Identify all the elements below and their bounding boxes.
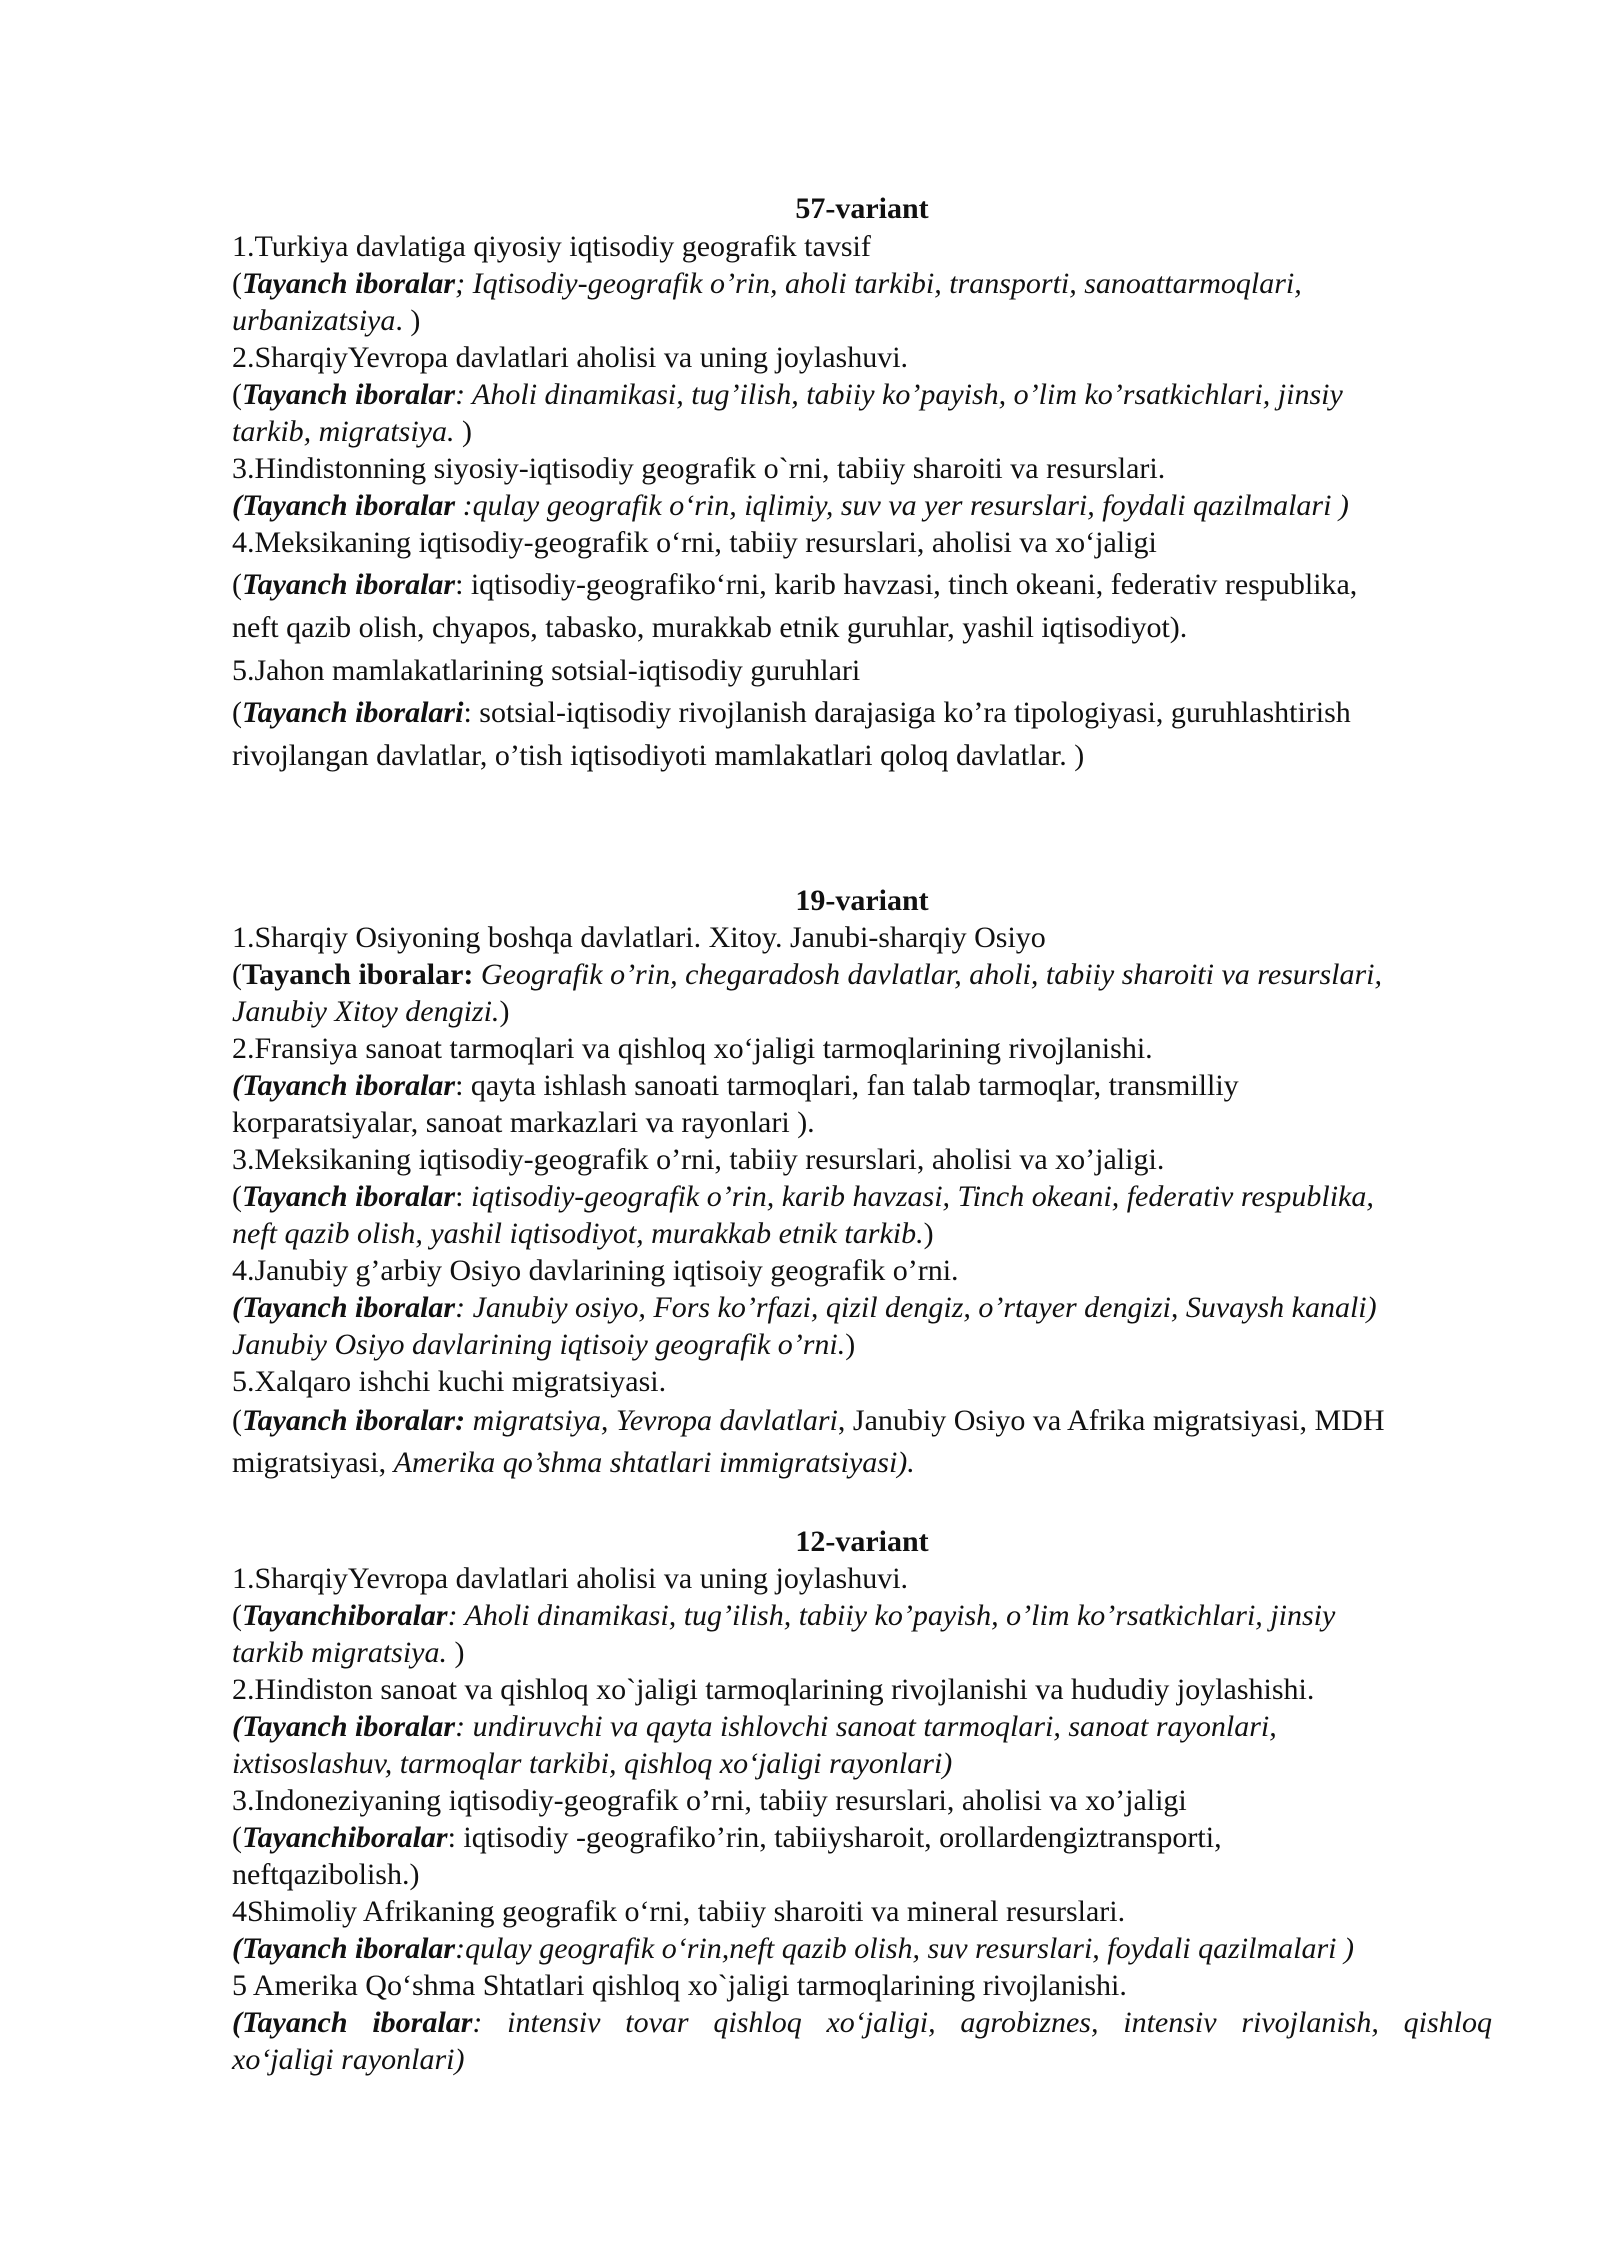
paren-close: ) xyxy=(454,415,472,448)
keywords-label: (Tayanch iboralar xyxy=(232,1069,456,1102)
keywords-separator: ; xyxy=(455,267,473,300)
keywords-text: : Janubiy osiyo, Fors ko’rfazi, qizil dengiz, o’rtayer dengizi, Suvaysh kanali) xyxy=(455,1291,1377,1324)
keywords-continuation xyxy=(232,302,1492,339)
keywords-text: : sotsial-iqtisodiy rivojlanish darajasiga ko’ra tipologiyasi, guruhlashtirish xyxy=(463,696,1351,729)
question-text: 5 Amerika Qo‘shma Shtatlari qishloq xo`jaligi tarmoqlarining rivojlanishi. xyxy=(232,1969,1127,2002)
keywords-text: neft qazib olish, yashil iqtisodiyot, murakkab etnik tarkib. xyxy=(232,1217,924,1250)
keywords-text: : qayta ishlash sanoati tarmoqlari, fan talab tarmoqlar, transmilliy xyxy=(455,1069,1239,1102)
paren-open: ( xyxy=(232,1180,242,1213)
keywords-line xyxy=(232,1819,1492,1856)
keywords-text: Iqtisodiy-geografik o’rin, aholi tarkibi, transporti, sanoattarmoqlari, xyxy=(472,267,1302,300)
paren-open: ( xyxy=(232,696,242,729)
keywords-continuation xyxy=(232,1326,1492,1363)
keywords-continuation xyxy=(232,413,1492,450)
keywords-text: :qulay geografik o‘rin, iqlimiy, suv va yer resurslari, foydali qazilmalari ) xyxy=(455,489,1349,522)
keywords-text: : intensiv tovar qishloq xo‘jaligi, agrobiznes, intensiv rivojlanish, qishloq xyxy=(472,2006,1492,2039)
question-text: 2.Fransiya sanoat tarmoqlari va qishloq xo‘jaligi tarmoqlarining rivojlanishi. xyxy=(232,1032,1153,1065)
keywords-line xyxy=(232,376,1492,413)
keywords-label: (Tayanch iboralar xyxy=(232,1932,456,1965)
paren-open: ( xyxy=(232,1599,242,1632)
section-title: 19-variant xyxy=(795,884,929,917)
keywords-text: Janubiy Osiyo davlarining iqtisoiy geografik o’rni. xyxy=(232,1328,846,1361)
keywords-label: Tayanch iboralar xyxy=(242,1180,456,1213)
keywords-line xyxy=(232,1289,1492,1326)
keywords-line xyxy=(232,487,1492,524)
keywords-text: :qulay geografik o‘rin,neft qazib olish, suv resurslari, foydali qazilmalari ) xyxy=(455,1932,1354,1965)
keywords-continuation xyxy=(232,2041,1492,2078)
keywords-text: : iqtisodiy-geografiko‘rni, karib havzasi, tinch okeani, federativ respublika, xyxy=(455,568,1358,601)
keywords-label: (Tayanch iboralar xyxy=(232,1710,456,1743)
keywords-label: Tayanch iboralari xyxy=(242,696,464,729)
keywords-separator: : xyxy=(447,1599,465,1632)
question-text: 4.Meksikaning iqtisodiy-geografik o‘rni, tabiiy resurslari, aholisi va xo‘jaligi xyxy=(232,526,1157,559)
keywords-label: (Tayanch iboralar xyxy=(232,2006,473,2039)
keywords-text: Aholi dinamikasi, tug’ilish, tabiiy ko’payish, o’lim ko’rsatkichlari, jinsiy xyxy=(464,1599,1336,1632)
keywords-text: Amerika qo’shma shtatlari immigratsiyasi). xyxy=(393,1446,915,1479)
keywords-text: Aholi dinamikasi, tug’ilish, tabiiy ko’payish, o’lim ko’rsatkichlari, jinsiy xyxy=(472,378,1343,411)
paren-close: ) xyxy=(923,1217,934,1250)
question-text: 5.Jahon mamlakatlarining sotsial-iqtisodiy guruhlari xyxy=(232,654,861,687)
keywords-label: Tayanch iboralar xyxy=(242,568,456,601)
keywords-continuation: rivojlangan davlatlar, o’tish iqtisodiyoti mamlakatlari qoloq davlatlar. ) xyxy=(232,739,1085,772)
paren-open: ( xyxy=(232,1821,242,1854)
paren-open: ( xyxy=(232,1404,242,1437)
keywords-text: Geografik o’rin, chegaradosh davlatlar, aholi, tabiiy sharoiti va resurslari, xyxy=(473,958,1383,991)
keywords-continuation: korparatsiyalar, sanoat markazlari va rayonlari ). xyxy=(232,1106,815,1139)
section-title: 57-variant xyxy=(795,192,929,225)
question-text: 2.Hindiston sanoat va qishloq xo`jaligi tarmoqlarining rivojlanishi va hududiy joylashishi. xyxy=(232,1673,1315,1706)
keywords-separator: : xyxy=(455,378,473,411)
paren-open: ( xyxy=(232,958,242,991)
question-text: 1.Turkiya davlatiga qiyosiy iqtisodiy geografik tavsif xyxy=(232,230,871,263)
keywords-text: : iqtisodiy -geografiko’rin, tabiiysharoit, orollardengiztransporti, xyxy=(447,1821,1222,1854)
keywords-label: Tayanchiboralar xyxy=(242,1821,448,1854)
keywords-continuation: neftqazibolish.) xyxy=(232,1858,420,1891)
paren-open: ( xyxy=(232,568,242,601)
section-title: 12-variant xyxy=(795,1525,929,1558)
keywords-label: Tayanch iboralar: xyxy=(242,958,474,991)
question-text: 5.Xalqaro ishchi kuchi migratsiyasi. xyxy=(232,1365,667,1398)
keywords-line xyxy=(232,1067,1492,1104)
question-text: 3.Meksikaning iqtisodiy-geografik o’rni, tabiiy resurslari, aholisi va xo’jaligi. xyxy=(232,1143,1165,1176)
keywords-label: (Tayanch iboralar xyxy=(232,489,456,522)
keywords-text: : undiruvchi va qayta ishlovchi sanoat tarmoqlari, sanoat rayonlari, xyxy=(455,1710,1277,1743)
keywords-text: urbanizatsiya xyxy=(232,304,396,337)
keywords-line xyxy=(232,566,1492,603)
keywords-label: Tayanch iboralar: xyxy=(242,1404,466,1437)
keywords-line xyxy=(232,694,1492,731)
keywords-continuation xyxy=(232,993,1492,1030)
paren-close: ) xyxy=(845,1328,856,1361)
keywords-text: migratsiyasi, xyxy=(232,1446,394,1479)
keywords-separator: : xyxy=(455,1180,471,1213)
keywords-label: Tayanch iboralar xyxy=(242,267,456,300)
keywords-line xyxy=(232,1178,1492,1215)
keywords-label: Tayanchiboralar xyxy=(242,1599,448,1632)
paren-close: ) xyxy=(499,995,510,1028)
keywords-text: xo‘jaligi rayonlari) xyxy=(232,2043,465,2076)
keywords-line xyxy=(232,1597,1492,1634)
keywords-text: ixtisoslashuv, tarmoqlar tarkibi, qishloq xo‘jaligi rayonlari) xyxy=(232,1747,953,1780)
keywords-text: migratsiya, Yevropa davlatlari xyxy=(465,1404,838,1437)
question-text: 4Shimoliy Afrikaning geografik o‘rni, tabiiy sharoiti va mineral resurslari. xyxy=(232,1895,1126,1928)
keywords-label: Tayanch iboralar xyxy=(242,378,456,411)
keywords-line xyxy=(232,956,1492,993)
question-text: 3.Indoneziyaning iqtisodiy-geografik o’rni, tabiiy resurslari, aholisi va xo’jaligi xyxy=(232,1784,1187,1817)
keywords-text: Janubiy Xitoy dengizi. xyxy=(232,995,500,1028)
keywords-text: tarkib migratsiya. xyxy=(232,1636,447,1669)
question-text: 4.Janubiy g’arbiy Osiyo davlarining iqtisoiy geografik o’rni. xyxy=(232,1254,959,1287)
keywords-line xyxy=(232,1708,1492,1745)
keywords-line xyxy=(232,1402,1492,1439)
keywords-line xyxy=(232,2004,1492,2041)
paren-open: ( xyxy=(232,267,242,300)
keywords-line xyxy=(232,1930,1492,1967)
keywords-continuation xyxy=(232,1634,1492,1671)
keywords-continuation xyxy=(232,1215,1492,1252)
keywords-continuation xyxy=(232,1745,1492,1782)
keywords-continuation xyxy=(232,1444,1492,1481)
question-text: 2.SharqiyYevropa davlatlari aholisi va uning joylashuvi. xyxy=(232,341,909,374)
question-text: 1.Sharqiy Osiyoning boshqa davlatlari. Xitoy. Janubi-sharqiy Osiyo xyxy=(232,921,1046,954)
paren-close: . ) xyxy=(395,304,421,337)
keywords-continuation: neft qazib olish, chyapos, tabasko, murakkab etnik guruhlar, yashil iqtisodiyot). xyxy=(232,611,1188,644)
question-text: 3.Hindistonning siyosiy-iqtisodiy geografik o`rni, tabiiy sharoiti va resurslari. xyxy=(232,452,1166,485)
keywords-text: iqtisodiy-geografik o’rin, karib havzasi, Tinch okeani, federativ respublika, xyxy=(470,1180,1374,1213)
paren-close: ) xyxy=(447,1636,465,1669)
keywords-line xyxy=(232,265,1492,302)
keywords-label: (Tayanch iboralar xyxy=(232,1291,456,1324)
question-text: 1.SharqiyYevropa davlatlari aholisi va uning joylashuvi. xyxy=(232,1562,909,1595)
keywords-text: tarkib, migratsiya. xyxy=(232,415,455,448)
keywords-text: , Janubiy Osiyo va Afrika migratsiyasi, MDH xyxy=(837,1404,1385,1437)
paren-open: ( xyxy=(232,378,242,411)
